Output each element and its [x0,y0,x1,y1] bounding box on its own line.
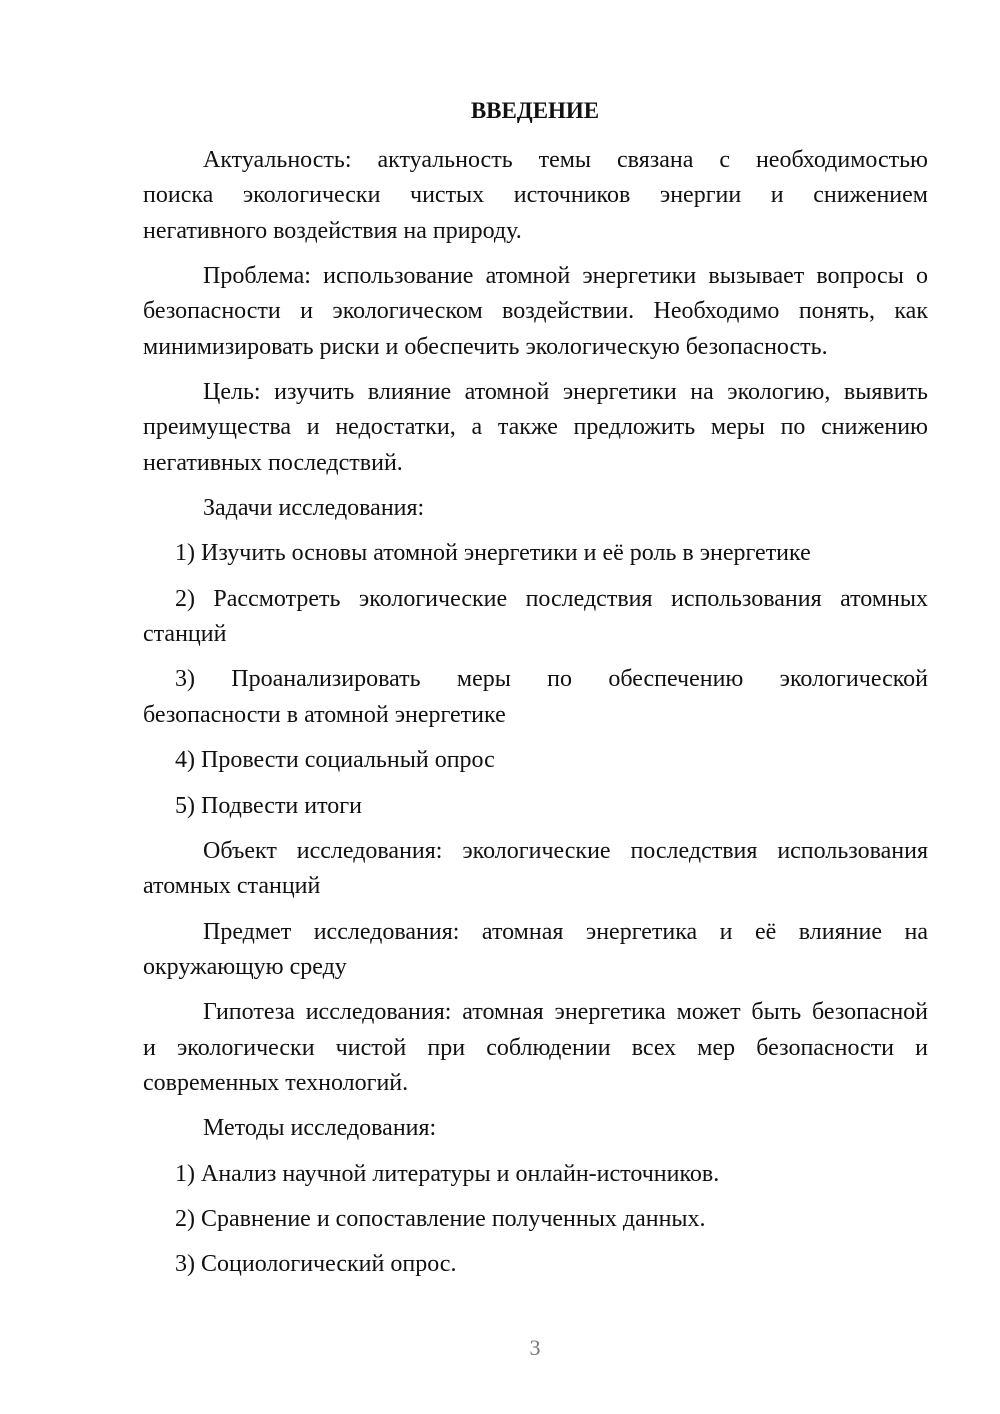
hypothesis-line-1: Гипотеза исследования: атомная энергетика может быть безопасной [203,999,928,1025]
problem-line-2: безопасности и экологическом воздействии. Необходимо понять, как [143,298,928,324]
task-item-3-line-2: безопасности в атомной энергетике [143,702,506,728]
problem-line-1: Проблема: использование атомной энергетики вызывает вопросы о [203,263,928,289]
relevance-line-2: поиска экологически чистых источников энергии и снижением [143,182,928,208]
problem-line-3: минимизировать риски и обеспечить экологическую безопасность. [143,334,828,360]
method-item-2: 2) Сравнение и сопоставление полученных данных. [175,1206,706,1232]
task-item-5: 5) Подвести итоги [175,793,362,819]
method-item-1: 1) Анализ научной литературы и онлайн-источников. [175,1161,720,1187]
task-item-4: 4) Провести социальный опрос [175,747,495,773]
page-number: 3 [529,1335,541,1360]
subject-line-2: окружающую среду [143,954,347,980]
subject-line-1: Предмет исследования: атомная энергетика и её влияние на [203,919,928,945]
task-item-3-line-1: 3) Проанализировать меры по обеспечению экологической [175,666,928,692]
relevance-line-3: негативного воздействия на природу. [143,218,522,244]
task-item-1: 1) Изучить основы атомной энергетики и её роль в энергетике [175,540,811,566]
task-item-2-line-1: 2) Рассмотреть экологические последствия использования атомных [175,586,928,612]
hypothesis-line-2: и экологически чистой при соблюдении всех мер безопасности и [143,1035,928,1061]
hypothesis-line-3: современных технологий. [143,1070,409,1096]
object-line-1: Объект исследования: экологические последствия использования [203,838,928,864]
method-item-3: 3) Социологический опрос. [175,1251,457,1277]
object-line-2: атомных станций [143,873,321,899]
goal-line-3: негативных последствий. [143,450,403,476]
goal-line-2: преимущества и недостатки, а также предложить меры по снижению [143,414,928,440]
relevance-line-1: Актуальность: актуальность темы связана с необходимостью [203,147,928,173]
methods-heading: Методы исследования: [203,1115,437,1141]
goal-line-1: Цель: изучить влияние атомной энергетики на экологию, выявить [203,379,928,405]
tasks-heading: Задачи исследования: [203,495,425,521]
page-title: ВВЕДЕНИЕ [470,98,600,123]
task-item-2-line-2: станций [143,621,227,647]
